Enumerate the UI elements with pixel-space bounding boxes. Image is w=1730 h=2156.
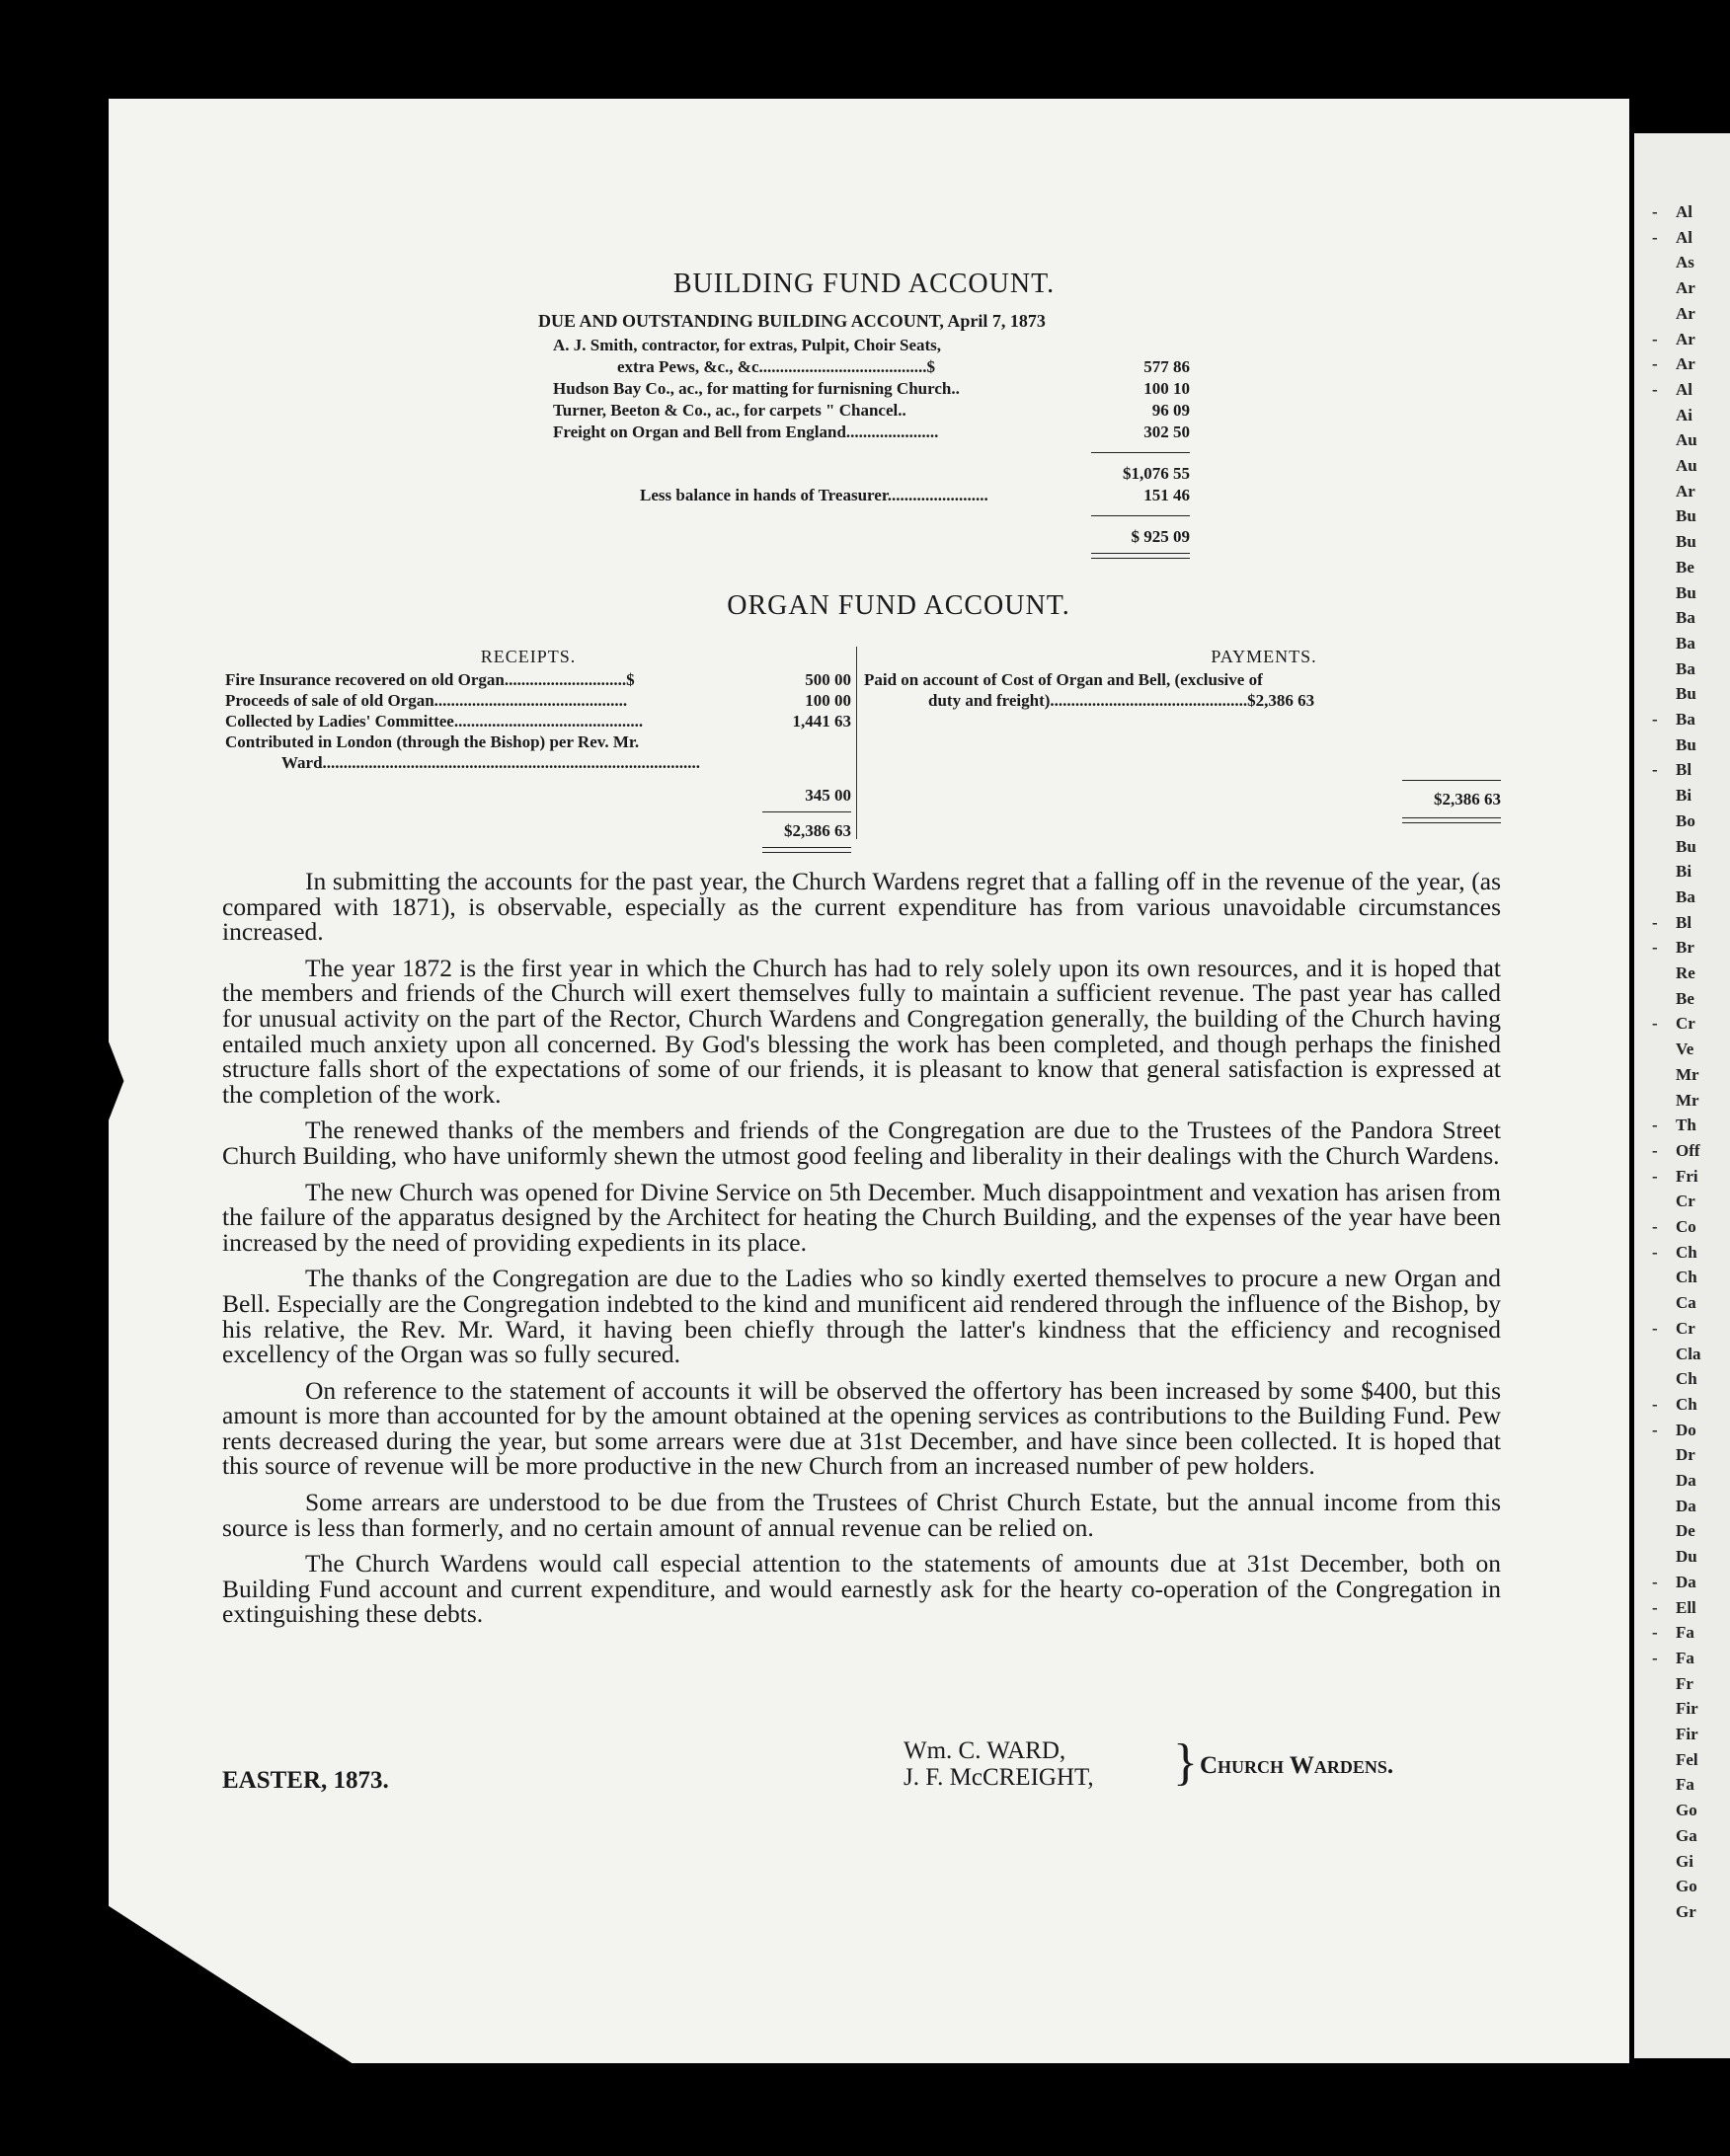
margin-fragment: Do [1676,1420,1696,1439]
warden-name-2: J. F. McCREIGHT, [904,1764,1094,1791]
margin-fragment: Bo [1676,810,1695,830]
bf-total: $1,076 55 [1123,464,1190,483]
margin-fragment: Ch [1676,1242,1697,1262]
church-wardens-label: Church Wardens. [1200,1752,1394,1779]
margin-fragment: Br [1676,938,1694,958]
margin-fragment: Da [1676,1496,1696,1515]
margin-fragment: Bu [1676,684,1696,704]
bf-item-amount: 302 50 [1143,423,1190,441]
paragraph: The renewed thanks of the members and friends of the Congregation are due to the Trustees of the Pandora Street Church Building, who have uniformly shewn the utmost good feeling and liberality in their dealings with the Church Wardens. [222,1116,1501,1170]
margin-dash: - [1652,710,1658,729]
margin-fragment: Cr [1676,1014,1695,1034]
bf-item-amount: 96 09 [1151,401,1190,420]
paragraph: In submitting the accounts for the past year, the Church Wardens regret that a falling off in the revenue of the year, (as compared with 1871), is observable, especially as the current expenditure has from various unavoidable circumstances increased. [222,867,1501,947]
bf-item-desc: A. J. Smith, contractor, for extras, Pulpit, Choir Seats, [553,336,942,354]
margin-fragment: Th [1676,1116,1696,1135]
margin-dash: - [1652,1572,1658,1591]
margin-dash: - [1652,1014,1658,1034]
bf-item-desc: extra Pews, &c., &c........................................$ [617,357,935,376]
margin-fragment: Ga [1676,1825,1697,1845]
bf-subtotal-rule [1091,452,1190,453]
margin-fragment: Ell [1676,1597,1696,1617]
bf-net-rule [1091,515,1190,516]
receipts-double-rule [762,852,851,853]
bf-net-double-rule [1091,558,1190,559]
margin-fragment: Fri [1676,1166,1698,1186]
margin-dash: - [1652,1623,1658,1643]
margin-dash: - [1652,1140,1658,1160]
margin-fragment: Ch [1676,1268,1697,1287]
margin-fragment: Bu [1676,582,1696,602]
margin-fragment: Be [1676,557,1694,577]
bf-net-double-rule [1091,553,1190,554]
receipt-desc: Proceeds of sale of old Organ.............................................. [225,691,628,710]
report-body [222,869,1501,1638]
margin-fragment: Au [1676,430,1697,450]
paragraph: The Church Wardens would call especial attention to the statements of amounts due at 31st December, both on Building Fund account and current expenditure, and would earnestly ask for the hearty co-operation of the Congregation in extinguishing these debts. [222,1549,1501,1629]
margin-dash: - [1652,912,1658,932]
receipt-desc: Contributed in London (through the Bishop) per Rev. Mr. [225,732,640,751]
margin-fragment: Fa [1676,1623,1694,1643]
margin-fragment: Bu [1676,734,1696,754]
payments-double-rule [1402,822,1501,823]
bf-less-label: Less balance in hands of Treasurer........................ [640,486,988,504]
margin-fragment: Cla [1676,1344,1701,1363]
margin-dash: - [1652,1648,1658,1667]
margin-fragment: Bi [1676,786,1692,806]
margin-fragment: Ar [1676,354,1695,374]
margin-fragment: Bu [1676,532,1696,552]
margin-fragment: Co [1676,1217,1696,1236]
receipts-total-rule [762,811,851,812]
paragraph: The thanks of the Congregation are due to the Ladies who so kindly exerted themselves to procure a new Organ and Bell. Especially are the Congregation indebted to the kind and munificent aid rendered through the influence of the Bishop, by his relative, the Rev. Mr. Ward, it having been chiefly through the latter's kindness that the efficiency and recognised excellency of the Organ was so fully secured. [222,1264,1501,1369]
margin-fragment: Dr [1676,1445,1695,1465]
margin-fragment: Fir [1676,1725,1698,1743]
easter-date: EASTER, 1873. [222,1767,389,1794]
payments-heading: PAYMENTS. [1211,647,1317,666]
margin-fragment: Ar [1676,329,1695,348]
margin-fragment: Gi [1676,1851,1693,1871]
payments-total: $2,386 63 [1434,790,1501,808]
margin-fragment: Be [1676,988,1694,1008]
receipts-heading: RECEIPTS. [480,647,577,666]
margin-fragment: Bi [1676,862,1692,882]
margin-fragment: Cr [1676,1192,1695,1211]
paragraph: The new Church was opened for Divine Service on 5th December. Much disappointment and vexation has arisen from the failure of the apparatus designed by the Architect for heating the Church Building, and the expenses of the year have been increased by the need of providing expedients in its place. [222,1177,1501,1257]
margin-fragment: Mr [1676,1064,1699,1084]
margin-fragment: Du [1676,1547,1697,1567]
margin-fragment: Fir [1676,1699,1698,1719]
margin-fragment: Ba [1676,633,1695,653]
receipt-amount: 500 00 [805,670,851,689]
margin-fragment: Al [1676,202,1692,221]
bf-item-amount: 100 10 [1143,379,1190,398]
margin-dash: - [1652,379,1658,399]
margin-fragment: Bu [1676,836,1696,856]
margin-dash: - [1652,1116,1658,1135]
bf-item-desc: Freight on Organ and Bell from England...................... [553,423,939,441]
receipt-amount: 345 00 [805,786,851,805]
margin-fragment: De [1676,1521,1695,1541]
margin-dash: - [1652,1166,1658,1186]
margin-dash: - [1652,1394,1658,1414]
payment-line: Paid on account of Cost of Organ and Bell, (exclusive of [864,670,1263,689]
margin-fragment: Ar [1676,303,1695,323]
margin-fragment: Cr [1676,1318,1695,1338]
margin-dash: - [1652,1318,1658,1338]
margin-fragment: Au [1676,456,1697,475]
margin-fragment: Fel [1676,1749,1698,1769]
receipt-amount: 100 00 [805,691,851,710]
bf-item-desc: Turner, Beeton & Co., ac., for carpets " Chancel.. [553,401,906,420]
margin-fragment: Da [1676,1572,1696,1591]
margin-fragment: Ch [1676,1394,1697,1414]
margin-dash: - [1652,227,1658,247]
margin-fragment: Ba [1676,710,1695,729]
paragraph: Some arrears are understood to be due from the Trustees of Christ Church Estate, but the annual income from this source is less than formerly, and no certain amount of annual revenue can be relied on. [222,1488,1501,1542]
building-fund-title: BUILDING FUND ACCOUNT. [672,269,1056,299]
signature-brace: } [1173,1734,1198,1791]
receipt-desc: Collected by Ladies' Committee............................................. [225,712,644,731]
margin-dash: - [1652,202,1658,221]
margin-dash: - [1652,1420,1658,1439]
building-fund-subtitle: DUE AND OUTSTANDING BUILDING ACCOUNT, April 7, 1873 [538,311,1046,331]
margin-fragment: Bu [1676,506,1696,526]
margin-fragment: Bl [1676,760,1692,780]
margin-dash: - [1652,1242,1658,1262]
margin-fragment: Go [1676,1877,1697,1896]
bf-net: $ 925 09 [1131,527,1190,546]
margin-dash: - [1652,1597,1658,1617]
receipt-desc: Ward.......................................................................................... [281,753,701,772]
margin-fragment: Ca [1676,1293,1696,1313]
margin-fragment: Gr [1676,1901,1696,1921]
margin-dash: - [1652,1217,1658,1236]
organ-fund-column-divider [856,647,857,839]
receipt-amount: 1,441 63 [792,712,851,731]
warden-name-1: Wm. C. WARD, [904,1737,1066,1764]
margin-fragment: Ve [1676,1040,1694,1059]
bf-item-desc: Hudson Bay Co., ac., for matting for furnisning Church.. [553,379,960,398]
margin-fragment: Al [1676,227,1692,247]
paragraph: On reference to the statement of accounts it will be observed the offertory has been increased by some $400, but this amount is more than accounted for by the amount obtained at the opening services as contributions to the Building Fund. Pew rents decreased during the year, but some arrears were due at 31st December, and have since been collected. It is hoped that this source of revenue will be more productive in the new Church from an increased number of pew holders. [222,1375,1501,1481]
margin-dash: - [1652,938,1658,958]
receipts-total: $2,386 63 [784,821,851,840]
margin-fragment: Ar [1676,481,1695,500]
bf-less-amount: 151 46 [1143,486,1190,504]
margin-fragment: Ba [1676,886,1695,906]
margin-dash: - [1652,760,1658,780]
receipts-double-rule [762,847,851,848]
receipt-desc: Fire Insurance recovered on old Organ.............................$ [225,670,635,689]
margin-fragment: As [1676,253,1694,272]
margin-fragment: Fr [1676,1673,1693,1693]
margin-fragment: Ba [1676,658,1695,678]
payments-double-rule [1402,817,1501,818]
margin-fragment: Al [1676,379,1692,399]
margin-dash: - [1652,329,1658,348]
margin-dash: - [1652,354,1658,374]
paragraph: The year 1872 is the first year in which the Church has had to rely solely upon its own resources, and it is hoped that the members and friends of the Church will exert themselves fully to maintain a sufficient revenue. The past year has called for unusual activity on the part of the Rector, Church Wardens and Congregation generally, the building of the Church having entailed much anxiety upon all concerned. By God's blessing the work has been completed, and though perhaps the finished structure falls short of the expectations of some of our friends, it is pleasant to know that general satisfaction is expressed at the completion of the work. [222,953,1501,1109]
organ-fund-title: ORGAN FUND ACCOUNT. [727,590,1070,621]
margin-fragment: Re [1676,963,1695,982]
margin-fragment: Ba [1676,608,1695,628]
margin-fragment: Ai [1676,405,1692,424]
margin-fragment: Da [1676,1471,1696,1490]
payments-total-rule [1402,780,1501,781]
margin-fragment: Bl [1676,912,1692,932]
bf-item-amount: 577 86 [1143,357,1190,376]
margin-fragment: Fa [1676,1775,1694,1795]
margin-fragment: Ch [1676,1369,1697,1389]
payment-line: duty and freight)...............................................$2,386 63 [928,691,1315,710]
margin-fragment: Fa [1676,1648,1694,1667]
margin-fragment: Go [1676,1801,1697,1820]
margin-fragment: Off [1676,1140,1700,1160]
adjacent-page-margin [1634,133,1730,2058]
margin-fragment: Ar [1676,278,1695,298]
margin-fragment: Mr [1676,1090,1699,1110]
